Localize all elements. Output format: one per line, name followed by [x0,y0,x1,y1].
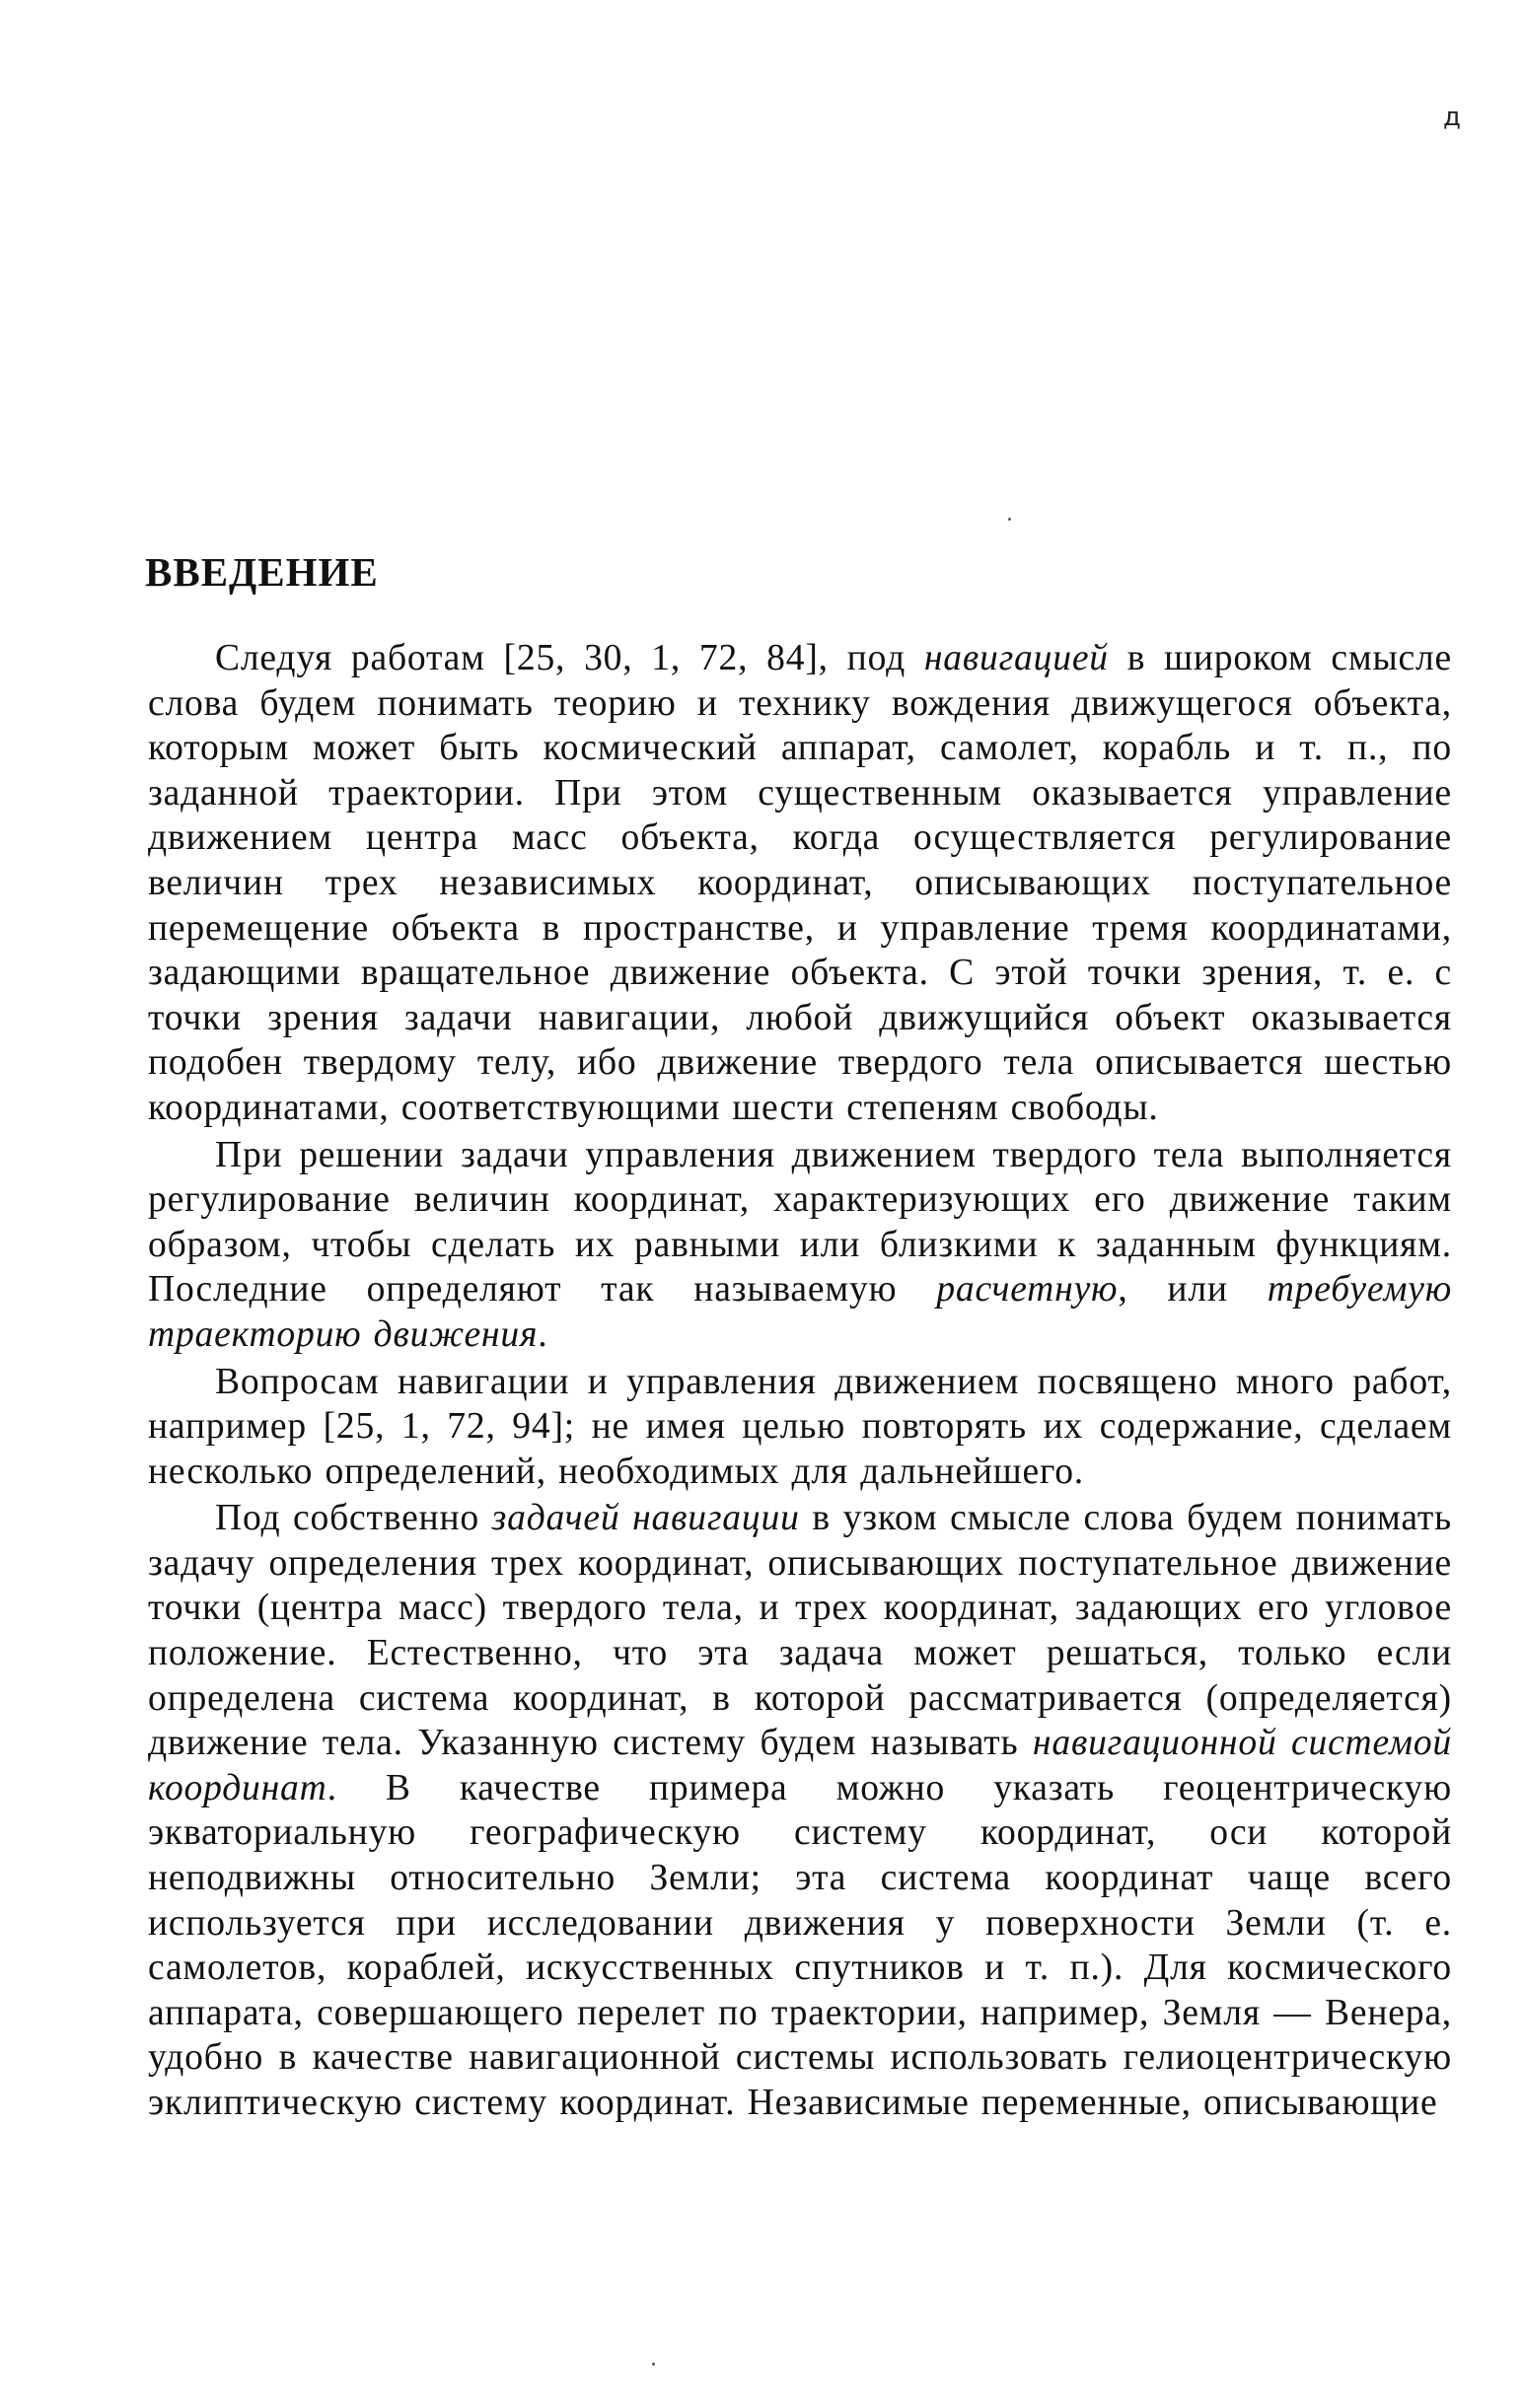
italic-term: навигацией [923,638,1109,678]
text-run: Вопросам навигации и управления движением посвящено много работ, например [25, 1, 72, 94]; не имея целью повторять их содержание, сделаем несколько определений, необходимых для дальнейшего. [148,1361,1452,1492]
text-run: . [538,1313,548,1355]
corner-mark: д [1443,103,1461,132]
text-run: Следуя работам [25, 30, 1, 72, 84], под [215,638,924,678]
italic-term: навигационной системой координат [148,1723,1452,1808]
section-heading: ВВЕДЕНИЕ [145,549,379,595]
paragraph [148,1496,1452,2125]
text-run: , или [1118,1269,1268,1310]
paragraph [148,1360,1452,1495]
italic-term: требуемую траекторию движения [148,1269,1452,1355]
text-run: Под собственно [215,1498,492,1539]
scan-speck [652,2363,655,2366]
paragraph [148,1133,1452,1358]
italic-term: задачей навигации [491,1498,800,1539]
text-run: . В качестве примера можно указать геоцентрическую экваториальную географическую систему координат, оси которой неподвижны относительно Земли; эта система координат чаще всего используется при исследовании движения у поверхности Земли (т. е. самолетов, кораблей, искусственных спутников и т. п.). Для космического аппарата, совершающего перелет по траектории, например, Земля — Венера, удобно в качестве навигационной системы использовать гелиоцентрическую эклиптическую систему координат. Независимые переменные, описывающие [148,1767,1452,2123]
text-run: При решении задачи управления движением твердого тела выполняется регулирование величин координат, характеризующих его движение таким образом, чтобы сделать их равными или близкими к заданным функциям. Последние определяют так называемую [148,1134,1452,1310]
body-text [148,636,1452,2128]
paragraph [148,636,1452,1131]
text-run: в узком смысле слова будем понимать задачу определения трех координат, описывающих поступательное движение точки (центра масс) твердого тела, и трех координат, задающих его угловое положение. Естественно, что эта задача может решаться, только если определена система координат, в которой рассматривается (определяется) движение тела. Указанную систему будем называть [148,1498,1452,1764]
italic-term: расчетную [936,1269,1119,1310]
text-run: в широком смысле слова будем понимать теорию и технику вождения движущегося объекта, которым может быть космический аппарат, самолет, корабль и т. п., по заданной траектории. При этом существенным оказывается управление движением центра масс объекта, когда осуществляется регулирование величин трех независимых координат, описывающих поступательное перемещение объекта в пространстве, и управление тремя координатами, задающими вращательное движение объекта. С этой точки зрения, т. е. с точки зрения задачи навигации, любой движущийся объект оказывается подобен твердому телу, ибо движение твердого тела описывается шестью координатами, соответствующими шести степеням свободы. [148,638,1453,1128]
scan-speck [1008,518,1011,521]
